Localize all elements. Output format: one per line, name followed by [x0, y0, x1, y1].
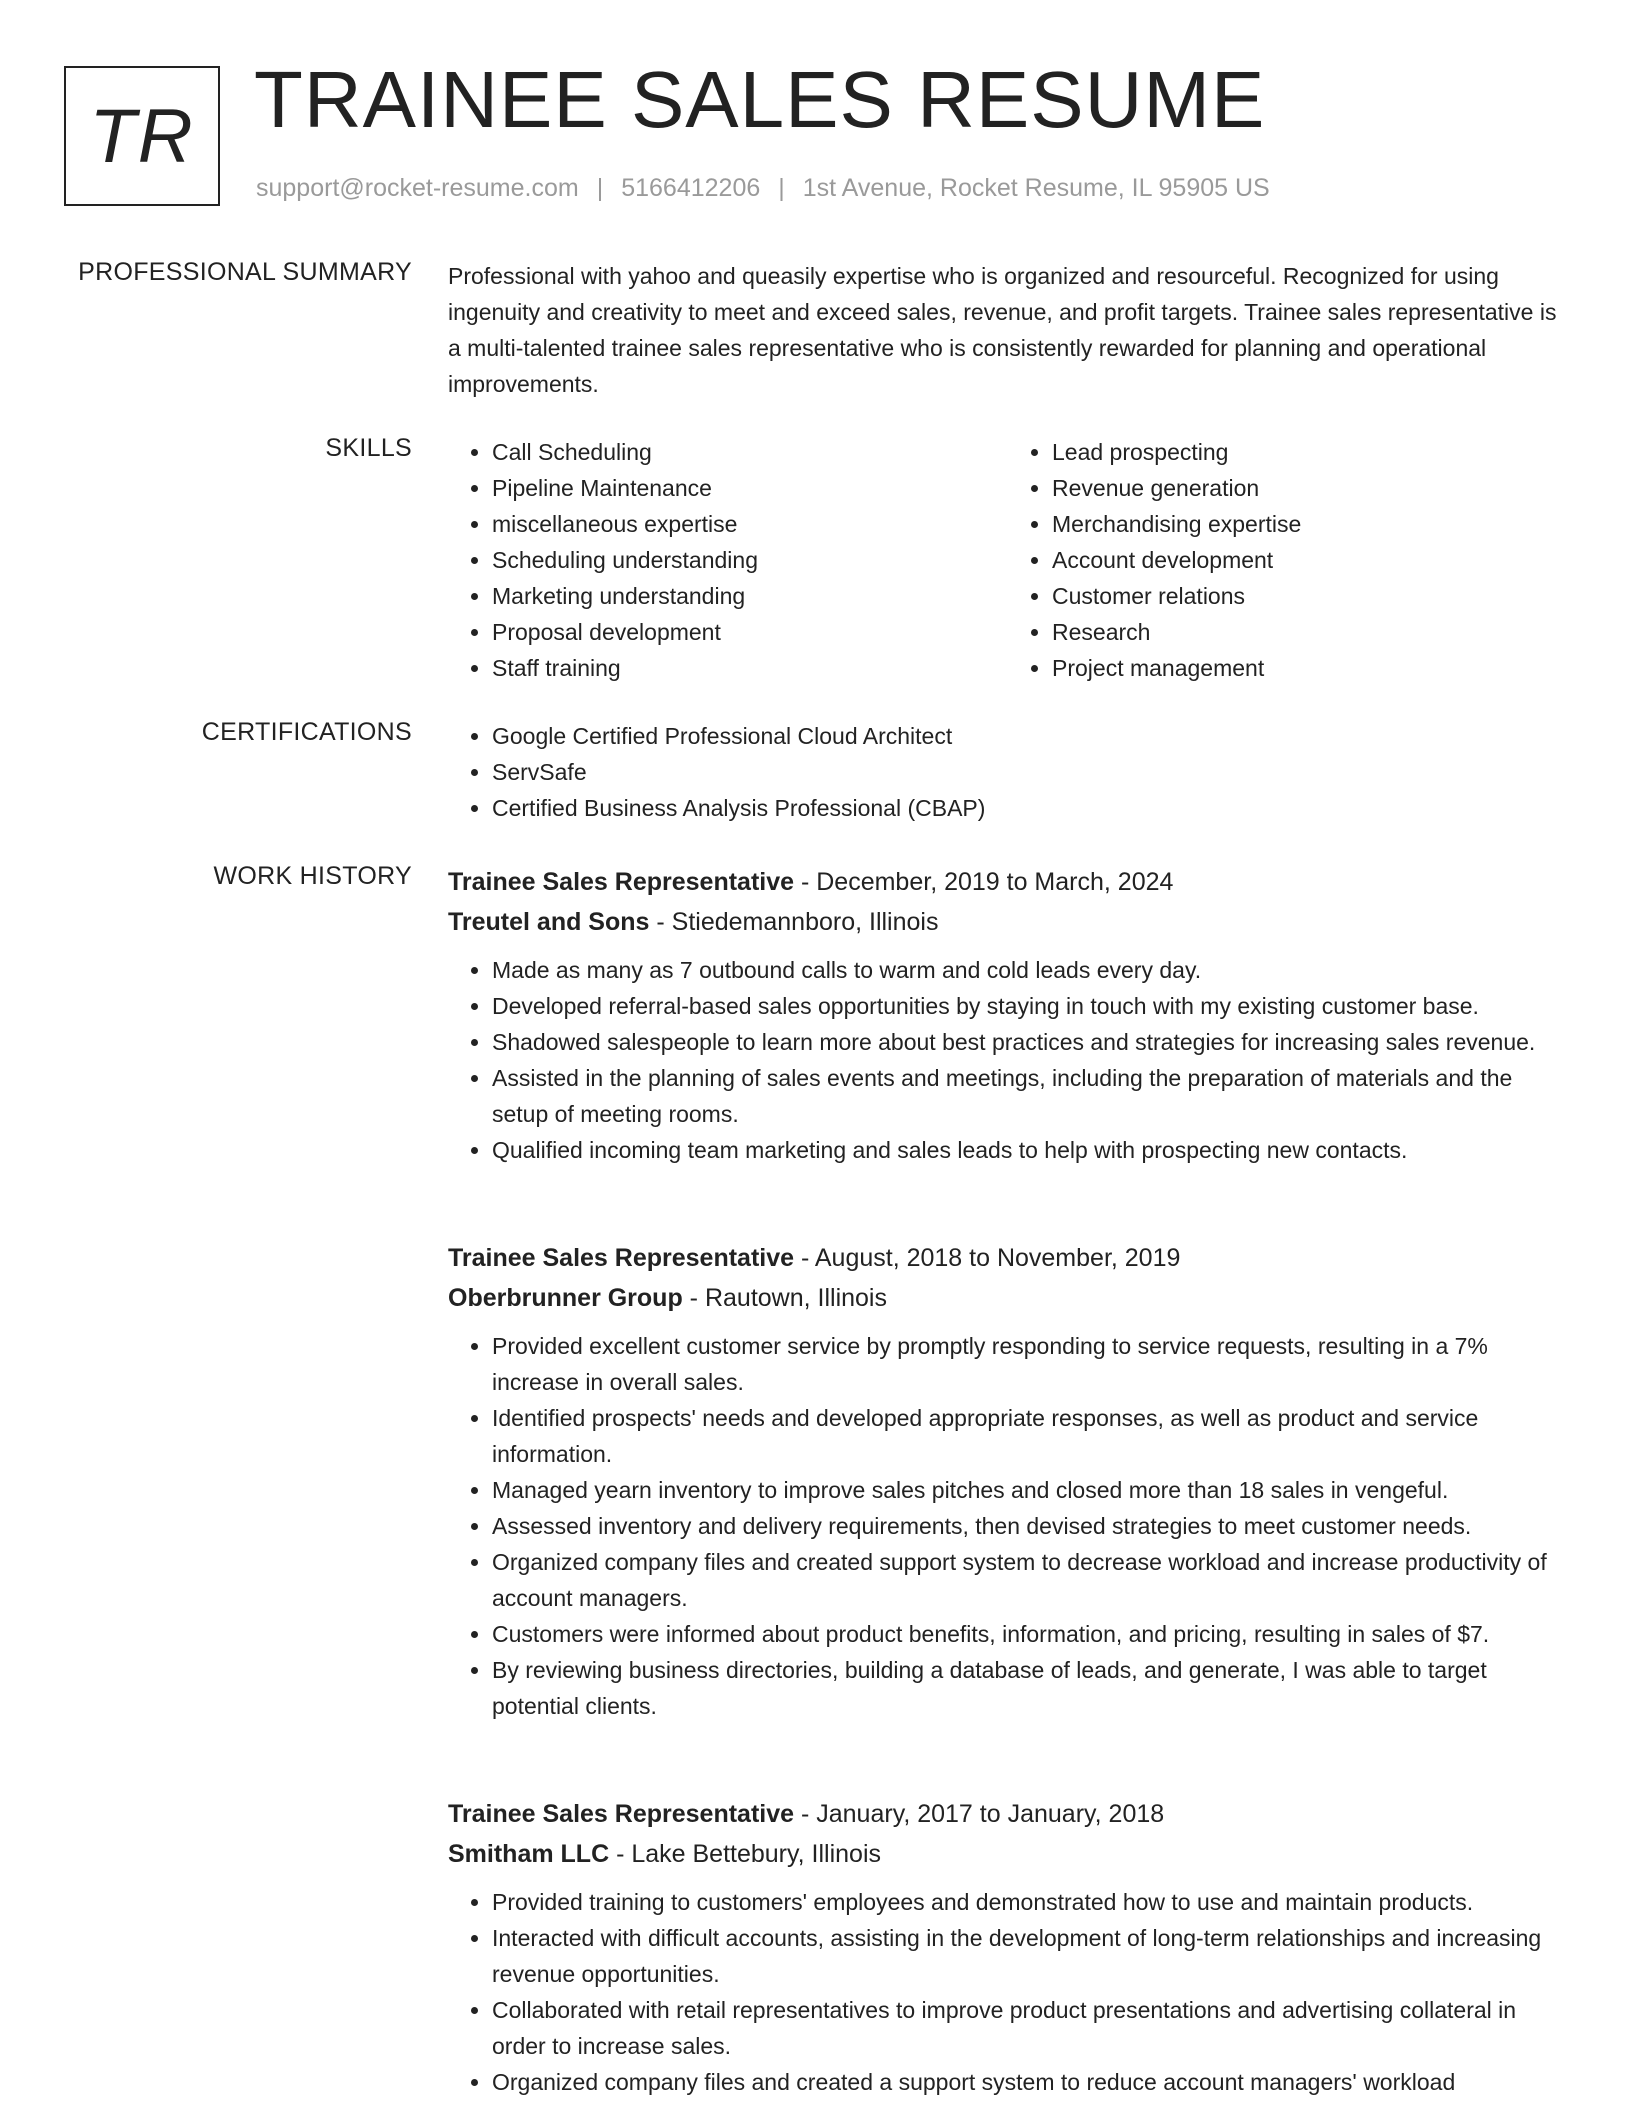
job-bullet: • Organized company files and created a support system to reduce account managers' workload	[492, 2064, 1568, 2100]
job-bullet: • Shadowed salespeople to learn more about best practices and strategies for increasing sales revenue.	[492, 1024, 1568, 1060]
job-bullet: • Provided training to customers' employees and demonstrated how to use and maintain products.	[492, 1884, 1568, 1920]
job-bullet: • Qualified incoming team marketing and sales leads to help with prospecting new contacts.	[492, 1132, 1568, 1168]
job-bullet: • Assessed inventory and delivery requirements, then devised strategies to meet customer needs.	[492, 1508, 1568, 1544]
skill-item: • Project management	[1052, 650, 1568, 686]
job-bullet: • Collaborated with retail representatives to improve product presentations and advertising collateral in order to increase sales.	[492, 1992, 1568, 2064]
job-title: Trainee Sales Representative	[448, 1800, 795, 1828]
job-dates: - December, 2019 to March, 2024	[794, 868, 1174, 896]
job-company: Smitham LLC	[448, 1840, 610, 1868]
job-bullet: • Provided excellent customer service by promptly responding to service requests, resulting in a 7% increase in overall sales.	[492, 1328, 1568, 1400]
job-entry	[448, 1794, 1568, 2100]
job-location: - Stiedemannboro, Illinois	[649, 908, 939, 936]
job-bullet: • Developed referral-based sales opportunities by staying in touch with my existing customer base.	[492, 988, 1568, 1024]
contact-phone: 5166412206	[621, 174, 761, 202]
job-company: Oberbrunner Group	[448, 1284, 683, 1312]
job-bullet: • Identified prospects' needs and developed appropriate responses, as well as product and service information.	[492, 1400, 1568, 1472]
certifications-label: CERTIFICATIONS	[201, 718, 412, 746]
job-bullets	[448, 952, 1568, 1168]
skill-item: • Customer relations	[1052, 578, 1568, 614]
job-bullet: • Interacted with difficult accounts, assisting in the development of long-term relationships and increasing revenue opportunities.	[492, 1920, 1568, 1992]
job-title-line	[448, 862, 1568, 902]
job-bullet: • By reviewing business directories, building a database of leads, and generate, I was able to target potential clients.	[492, 1652, 1568, 1724]
job-company: Treutel and Sons	[448, 908, 650, 936]
skill-item: • Revenue generation	[1052, 470, 1568, 506]
job-company-line	[448, 902, 1568, 942]
certification-item: • Google Certified Professional Cloud Architect	[492, 718, 1568, 754]
contact-separator: |	[596, 174, 604, 202]
job-title: Trainee Sales Representative	[448, 1244, 795, 1272]
job-bullets	[448, 1884, 1568, 2100]
contact-address: 1st Avenue, Rocket Resume, IL 95905 US	[802, 174, 1270, 202]
summary-text: Professional with yahoo and queasily expertise who is organized and resourceful. Recognized for using ingenuity and creativity to meet and exceed sales, revenue, and profit targets. Trainee sales representative is a multi-talented trainee sales representative who is consistently rewarded for planning and operational improvements.	[448, 263, 1557, 397]
job-bullet: • Assisted in the planning of sales events and meetings, including the preparation of materials and the setup of meeting rooms.	[492, 1060, 1568, 1132]
skills-list-left	[448, 434, 1008, 686]
skill-item: • Proposal development	[492, 614, 1008, 650]
monogram-initials: TR	[89, 93, 195, 179]
certifications-content	[448, 718, 1568, 826]
job-bullet: • Organized company files and created support system to decrease workload and increase productivity of account managers.	[492, 1544, 1568, 1616]
contact-separator: |	[778, 174, 785, 202]
skill-item: • Research	[1052, 614, 1568, 650]
certifications-list	[448, 718, 1568, 826]
resume-title: TRAINEE SALES RESUME	[254, 55, 1266, 144]
skill-item: • Lead prospecting	[1052, 434, 1568, 470]
skill-item: • Merchandising expertise	[1052, 506, 1568, 542]
skills-label: SKILLS	[325, 434, 412, 462]
job-bullet: • Made as many as 7 outbound calls to warm and cold leads every day.	[492, 952, 1568, 988]
job-title-line	[448, 1794, 1568, 1834]
job-dates: - August, 2018 to November, 2019	[794, 1244, 1181, 1272]
skill-item: • Account development	[1052, 542, 1568, 578]
summary-label: PROFESSIONAL SUMMARY	[78, 258, 412, 286]
skill-item: • Pipeline Maintenance	[492, 470, 1008, 506]
skill-item: • Marketing understanding	[492, 578, 1008, 614]
job-bullet: • Managed yearn inventory to improve sales pitches and closed more than 18 sales in vengeful.	[492, 1472, 1568, 1508]
skills-grid	[448, 434, 1568, 686]
monogram-box	[64, 66, 220, 206]
job-location: - Lake Bettebury, Illinois	[609, 1840, 882, 1868]
job-title-line	[448, 1238, 1568, 1278]
contact-line	[256, 174, 1270, 203]
skill-item: • Call Scheduling	[492, 434, 1008, 470]
skills-list-right	[1008, 434, 1568, 686]
skill-item: • Scheduling understanding	[492, 542, 1008, 578]
certification-item: • Certified Business Analysis Professional (CBAP)	[492, 790, 1568, 826]
contact-email: support@rocket-resume.com	[256, 174, 579, 202]
job-entry	[448, 1238, 1568, 1724]
skill-item: • Staff training	[492, 650, 1008, 686]
job-location: - Rautown, Illinois	[682, 1284, 887, 1312]
job-bullets	[448, 1328, 1568, 1724]
skill-item: • miscellaneous expertise	[492, 506, 1008, 542]
certification-item: • ServSafe	[492, 754, 1568, 790]
job-entry	[448, 862, 1568, 1168]
job-dates: - January, 2017 to January, 2018	[794, 1800, 1165, 1828]
job-bullet: • Customers were informed about product benefits, information, and pricing, resulting in sales of $7.	[492, 1616, 1568, 1652]
job-company-line	[448, 1278, 1568, 1318]
work-history-label: WORK HISTORY	[213, 862, 412, 890]
job-company-line	[448, 1834, 1568, 1874]
job-title: Trainee Sales Representative	[448, 868, 795, 896]
